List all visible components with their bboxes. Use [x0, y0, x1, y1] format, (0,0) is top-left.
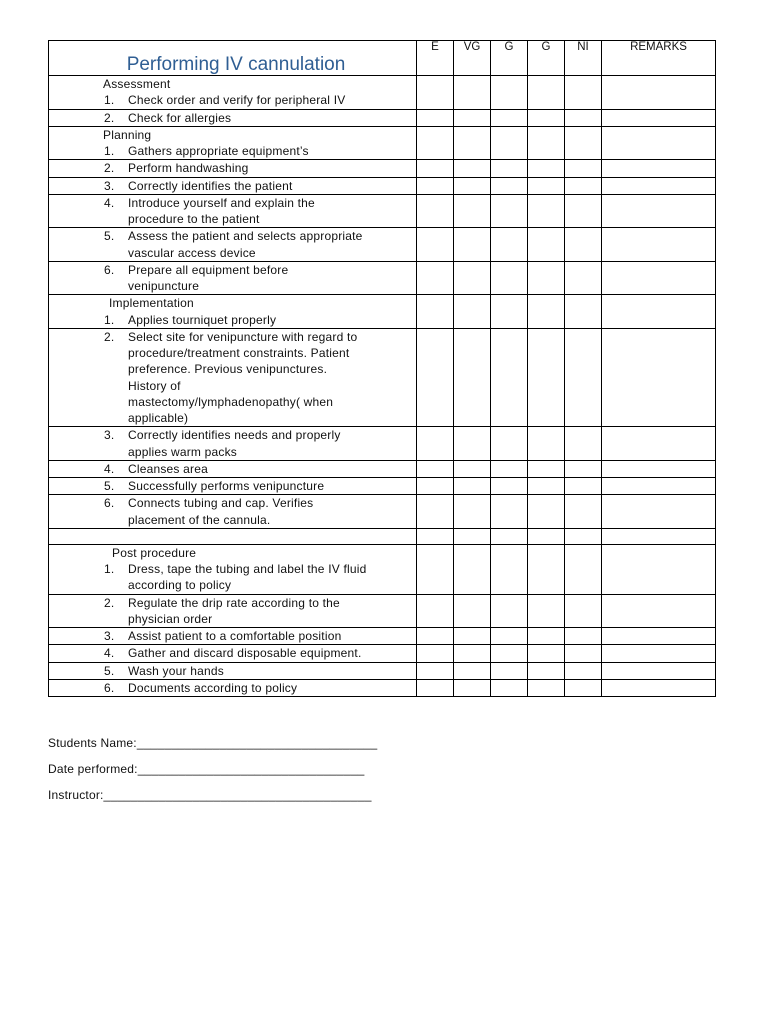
rating-cell [417, 328, 454, 427]
rating-cell [565, 427, 602, 461]
rating-cell [417, 76, 454, 110]
rating-cell [565, 628, 602, 645]
rating-cell [565, 528, 602, 544]
criterion-cell [49, 427, 417, 461]
table-row [49, 126, 716, 160]
rating-cell [528, 295, 565, 329]
rating-cell [602, 478, 716, 495]
rating-cell [565, 544, 602, 594]
rating-cell [528, 427, 565, 461]
rating-cell [417, 645, 454, 662]
item-text: Perform handwashing [128, 161, 249, 176]
rating-cell [565, 177, 602, 194]
rating-cell [454, 460, 491, 477]
criterion-cell [49, 261, 417, 295]
rating-cell [565, 460, 602, 477]
criterion-cell [49, 478, 417, 495]
item-text: Assess the patient and selects appropriate [128, 229, 363, 244]
table-row [49, 194, 716, 228]
rating-cell [602, 126, 716, 160]
rating-cell [417, 628, 454, 645]
column-header-ni: NI [565, 41, 602, 76]
rating-cell [491, 679, 528, 696]
rating-cell [565, 261, 602, 295]
criterion-cell [49, 628, 417, 645]
rating-cell [565, 495, 602, 529]
criterion-cell [49, 544, 417, 594]
rating-cell [565, 76, 602, 110]
rating-cell [491, 261, 528, 295]
item-number: 4. [104, 461, 115, 476]
rating-cell [602, 544, 716, 594]
item-text: Dress, tape the tubing and label the IV fluid [128, 562, 367, 576]
item-number-indent [49, 577, 128, 593]
section-heading: Planning [103, 127, 152, 142]
rating-cell [417, 194, 454, 228]
blank-cell [49, 528, 417, 544]
rating-cell [491, 160, 528, 177]
table-row [49, 495, 716, 529]
item-text: placement of the cannula. [128, 512, 271, 527]
table-row [49, 261, 716, 295]
item-text: Cleanses area [128, 461, 208, 476]
table-row [49, 76, 716, 110]
item-text: physician order [128, 611, 213, 626]
rating-cell [454, 228, 491, 262]
blank-row [49, 528, 716, 544]
rating-cell [454, 478, 491, 495]
rating-cell [417, 478, 454, 495]
rating-cell [454, 662, 491, 679]
rating-cell [491, 126, 528, 160]
rating-cell [491, 460, 528, 477]
item-number: 6. [104, 496, 115, 511]
item-number: 4. [104, 195, 115, 210]
instructor-line: Instructor:_______________________________________ [48, 788, 372, 802]
rating-cell [602, 160, 716, 177]
rating-cell [565, 328, 602, 427]
rating-cell [491, 528, 528, 544]
section-heading: Implementation [109, 296, 194, 311]
rating-cell [602, 177, 716, 194]
rating-cell [491, 628, 528, 645]
item-number: 1. [104, 562, 115, 576]
item-number: 2. [104, 329, 115, 344]
rating-cell [528, 194, 565, 228]
item-text: Gathers appropriate equipment’s [128, 144, 309, 158]
rating-cell [528, 628, 565, 645]
rating-cell [454, 427, 491, 461]
table-row [49, 160, 716, 177]
rating-cell [602, 261, 716, 295]
rating-cell [602, 427, 716, 461]
rating-cell [491, 328, 528, 427]
criterion-cell [49, 662, 417, 679]
rating-cell [528, 679, 565, 696]
rating-cell [417, 228, 454, 262]
rating-cell [417, 427, 454, 461]
rating-cell [565, 126, 602, 160]
item-number-indent [49, 211, 128, 227]
item-text: Connects tubing and cap. Verifies [128, 496, 314, 511]
rating-cell [565, 228, 602, 262]
item-number-indent [49, 361, 128, 377]
rating-cell [602, 76, 716, 110]
item-text: applicable) [128, 411, 189, 425]
rating-cell [602, 194, 716, 228]
item-number: 2. [104, 595, 115, 610]
rating-cell [602, 109, 716, 126]
item-text: preference. Previous venipunctures. [128, 362, 328, 377]
item-text: procedure to the patient [128, 212, 260, 226]
item-text: Gather and discard disposable equipment. [128, 646, 362, 661]
rating-cell [491, 76, 528, 110]
item-text: Assist patient to a comfortable position [128, 629, 342, 643]
table-row [49, 478, 716, 495]
table-row [49, 228, 716, 262]
criterion-cell [49, 160, 417, 177]
item-number: 2. [104, 161, 115, 176]
rating-cell [565, 194, 602, 228]
table-row [49, 109, 716, 126]
rating-cell [602, 628, 716, 645]
item-number: 3. [104, 178, 115, 193]
criterion-cell [49, 645, 417, 662]
rating-cell [565, 662, 602, 679]
table-row [49, 679, 716, 696]
rating-cell [454, 126, 491, 160]
rating-cell [602, 295, 716, 329]
rating-cell [602, 228, 716, 262]
rating-cell [454, 194, 491, 228]
criterion-cell [49, 460, 417, 477]
page-title [49, 41, 417, 76]
rating-cell [454, 160, 491, 177]
criterion-cell [49, 109, 417, 126]
criterion-cell [49, 295, 417, 329]
section-heading: Post procedure [112, 545, 197, 560]
rating-cell [528, 76, 565, 110]
item-text: Successfully performs venipuncture [128, 479, 325, 493]
criterion-cell [49, 594, 417, 628]
item-text: Introduce yourself and explain the [128, 195, 315, 210]
rating-cell [454, 109, 491, 126]
rating-cell [528, 109, 565, 126]
column-header-remarks: REMARKS [602, 41, 716, 76]
criterion-cell [49, 126, 417, 160]
criterion-cell [49, 495, 417, 529]
rating-cell [417, 662, 454, 679]
rating-cell [491, 645, 528, 662]
rating-cell [491, 495, 528, 529]
criterion-cell [49, 679, 417, 696]
item-number: 5. [104, 229, 115, 244]
rating-cell [528, 528, 565, 544]
column-header-vg: VG [454, 41, 491, 76]
item-text: mastectomy/lymphadenopathy( when [128, 394, 334, 409]
rating-cell [602, 328, 716, 427]
rating-cell [565, 160, 602, 177]
table-row [49, 628, 716, 645]
table-row [49, 460, 716, 477]
item-number: 6. [104, 680, 115, 695]
rating-cell [565, 295, 602, 329]
item-number: 3. [104, 428, 115, 443]
item-number: 1. [104, 93, 115, 108]
rating-cell [528, 126, 565, 160]
item-text: Correctly identifies the patient [128, 178, 293, 193]
rating-cell [528, 544, 565, 594]
title-text: Performing IV cannulation [126, 54, 346, 75]
table-row [49, 662, 716, 679]
item-number-indent [49, 345, 128, 361]
rating-cell [565, 109, 602, 126]
rating-cell [417, 177, 454, 194]
rating-cell [491, 427, 528, 461]
rating-cell [602, 679, 716, 696]
item-text: Wash your hands [128, 663, 224, 678]
rating-cell [491, 295, 528, 329]
rating-cell [491, 662, 528, 679]
item-text: procedure/treatment constraints. Patient [128, 346, 350, 360]
item-text: applies warm packs [128, 444, 237, 459]
rating-cell [454, 76, 491, 110]
rating-cell [417, 160, 454, 177]
rating-cell [528, 662, 565, 679]
column-header-g-2: G [528, 41, 565, 76]
date-performed-line: Date performed:_________________________________ [48, 762, 365, 776]
rating-cell [454, 261, 491, 295]
rating-cell [454, 645, 491, 662]
rating-cell [491, 478, 528, 495]
criterion-cell [49, 194, 417, 228]
rating-cell [528, 228, 565, 262]
rating-cell [602, 594, 716, 628]
item-text: vascular access device [128, 245, 256, 260]
table-row [49, 177, 716, 194]
table-row [49, 295, 716, 329]
rating-cell [454, 528, 491, 544]
rating-cell [491, 194, 528, 228]
rating-cell [491, 109, 528, 126]
section-heading: Assessment [103, 77, 171, 91]
rating-cell [417, 295, 454, 329]
item-number-indent [49, 394, 128, 410]
rating-cell [491, 228, 528, 262]
column-header-g: G [491, 41, 528, 76]
rating-cell [454, 328, 491, 427]
item-number: 1. [104, 312, 115, 327]
item-text: Correctly identifies needs and properly [128, 428, 341, 443]
rating-cell [417, 261, 454, 295]
criterion-cell [49, 76, 417, 110]
item-number-indent [49, 512, 128, 528]
rating-cell [417, 544, 454, 594]
rating-cell [528, 495, 565, 529]
rating-cell [528, 177, 565, 194]
rating-cell [454, 628, 491, 645]
item-text: according to policy [128, 578, 232, 593]
item-text: Check for allergies [128, 110, 232, 125]
item-number-indent [49, 444, 128, 460]
item-number: 3. [104, 629, 115, 643]
item-text: venipuncture [128, 279, 200, 293]
rating-cell [602, 528, 716, 544]
table-row [49, 594, 716, 628]
item-number-indent [49, 410, 128, 426]
rating-cell [417, 679, 454, 696]
rating-cell [491, 594, 528, 628]
rating-cell [528, 645, 565, 662]
rating-cell [602, 662, 716, 679]
rating-cell [602, 460, 716, 477]
item-number: 2. [104, 110, 115, 125]
table-row [49, 645, 716, 662]
item-number-indent [49, 378, 128, 394]
item-text: Applies tourniquet properly [128, 312, 277, 327]
item-number: 5. [104, 663, 115, 678]
rating-cell [528, 478, 565, 495]
rating-cell [417, 109, 454, 126]
item-number: 6. [104, 262, 115, 277]
rating-cell [454, 177, 491, 194]
table-row [49, 328, 716, 427]
item-number: 1. [104, 144, 115, 158]
item-text: Select site for venipuncture with regard to [128, 329, 358, 344]
rating-cell [454, 295, 491, 329]
rating-cell [454, 495, 491, 529]
rating-cell [565, 679, 602, 696]
rating-cell [454, 679, 491, 696]
rating-cell [417, 126, 454, 160]
rating-cell [528, 460, 565, 477]
criterion-cell [49, 177, 417, 194]
item-number: 4. [104, 646, 115, 661]
item-number-indent [49, 278, 128, 294]
item-text: Regulate the drip rate according to the [128, 595, 340, 610]
rating-cell [491, 177, 528, 194]
rating-cell [528, 594, 565, 628]
item-text: Documents according to policy [128, 680, 298, 695]
student-name-line: Students Name:___________________________________ [48, 736, 378, 750]
criterion-cell [49, 328, 417, 427]
rating-cell [565, 594, 602, 628]
rating-cell [528, 328, 565, 427]
rating-cell [528, 261, 565, 295]
column-header-e: E [417, 41, 454, 76]
item-number: 5. [104, 479, 115, 493]
item-text: History of [128, 378, 181, 393]
rating-cell [417, 528, 454, 544]
rating-cell [454, 544, 491, 594]
evaluation-checklist-table [48, 40, 716, 697]
rating-cell [491, 544, 528, 594]
rating-cell [417, 460, 454, 477]
criterion-cell [49, 228, 417, 262]
table-row [49, 427, 716, 461]
checklist-body [49, 76, 716, 697]
header-row [49, 41, 716, 76]
rating-cell [565, 478, 602, 495]
rating-cell [602, 645, 716, 662]
item-text: Prepare all equipment before [128, 262, 289, 277]
table-row [49, 544, 716, 594]
item-text: Check order and verify for peripheral IV [128, 93, 346, 108]
rating-cell [565, 645, 602, 662]
rating-cell [417, 594, 454, 628]
rating-cell [602, 495, 716, 529]
rating-cell [454, 594, 491, 628]
item-number-indent [49, 611, 128, 627]
rating-cell [417, 495, 454, 529]
rating-cell [528, 160, 565, 177]
item-number-indent [49, 245, 128, 261]
